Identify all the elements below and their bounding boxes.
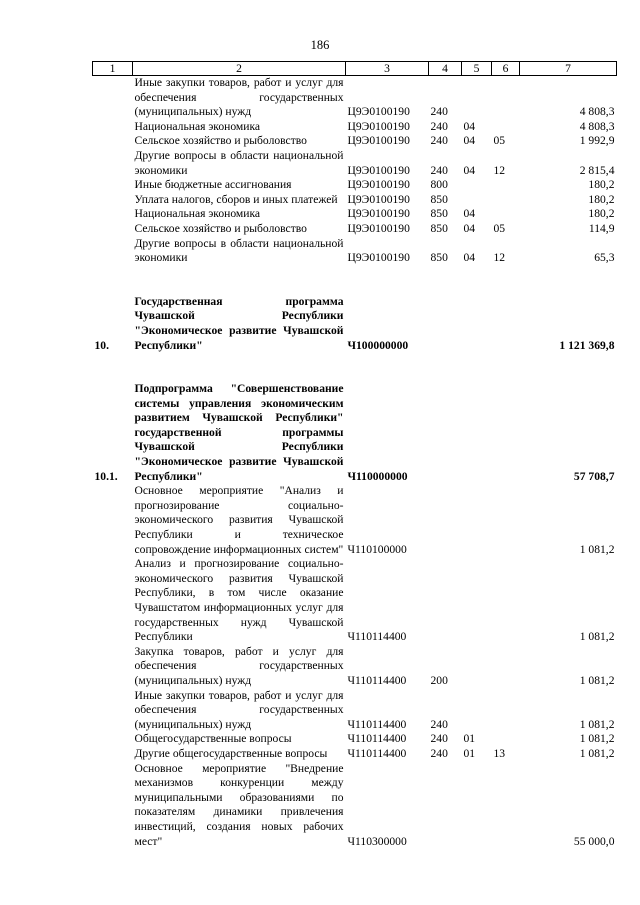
table-row <box>93 295 617 353</box>
row-name: Уплата налогов, сборов и иных платежей <box>134 192 338 206</box>
row-col-5: 01 <box>463 732 476 746</box>
row-col-5 <box>462 762 492 850</box>
row-code: Ч110114400 <box>347 717 407 731</box>
row-col-5: 04 <box>463 119 476 133</box>
row-col-6 <box>492 484 520 557</box>
row-name: Основное мероприятие "Внедрение механизмов конкуренции между муниципальными образованиями по показателям динамики привлечения инвестиций, создания новых рабочих мест" <box>134 761 344 848</box>
table-row <box>93 120 617 135</box>
row-code: Ч110114400 <box>347 746 407 760</box>
row-col-6: 13 <box>493 746 506 760</box>
row-col-5 <box>462 689 492 733</box>
row-col-4: 240 <box>430 105 448 119</box>
row-name: Национальная экономика <box>134 119 261 133</box>
row-col-4 <box>429 557 462 645</box>
table-row <box>93 382 617 484</box>
row-col-5: 04 <box>463 221 476 235</box>
row-amount: 180,2 <box>588 192 615 206</box>
row-name: Закупка товаров, работ и услуг для обеспечения государственных (муниципальных) нужд <box>134 644 344 687</box>
header-col-7: 7 <box>520 62 617 76</box>
row-name: Национальная экономика <box>134 207 261 221</box>
table-row <box>93 237 617 266</box>
table-row <box>93 193 617 208</box>
row-code: Ч110100000 <box>347 542 407 556</box>
table-row <box>93 484 617 557</box>
row-amount: 1 081,2 <box>579 673 615 687</box>
row-name: Иные бюджетные ассигнования <box>134 178 292 192</box>
row-col-6 <box>492 557 520 645</box>
row-name: Подпрограмма "Совершенствование системы управления экономическим развитием Чувашской Республики" государственной программы Чувашской Республики "Экономическое развитие Чувашской Республики" <box>134 382 344 483</box>
row-number <box>93 557 133 645</box>
row-number <box>93 120 133 135</box>
row-col-5 <box>462 178 492 193</box>
row-number <box>93 222 133 237</box>
table-row <box>93 207 617 222</box>
row-code: Ц9Э0100190 <box>347 119 410 133</box>
row-code: Ц9Э0100190 <box>347 251 410 265</box>
row-col-6: 12 <box>493 251 506 265</box>
row-amount: 1 081,2 <box>579 746 615 760</box>
row-amount: 1 121 369,8 <box>559 338 615 352</box>
row-amount: 1 081,2 <box>579 732 615 746</box>
row-col-6 <box>492 120 520 135</box>
row-col-6 <box>492 76 520 120</box>
row-col-6 <box>492 207 520 222</box>
row-col-4 <box>429 484 462 557</box>
row-name: Иные закупки товаров, работ и услуг для обеспечения государственных (муниципальных) нужд <box>134 76 344 119</box>
row-amount: 65,3 <box>594 251 615 265</box>
row-amount: 4 808,3 <box>579 119 615 133</box>
row-col-5: 04 <box>463 251 476 265</box>
row-col-5 <box>462 484 492 557</box>
row-amount: 180,2 <box>588 178 615 192</box>
table-row <box>93 178 617 193</box>
header-col-2: 2 <box>133 62 346 76</box>
table-row <box>93 732 617 747</box>
header-col-3: 3 <box>346 62 429 76</box>
row-col-6 <box>492 732 520 747</box>
row-number: 10.1. <box>94 469 118 483</box>
row-name: Государственная программа Чувашской Республики "Экономическое развитие Чувашской Республики" <box>134 294 344 352</box>
row-amount: 180,2 <box>588 207 615 221</box>
row-amount: 114,9 <box>588 221 615 235</box>
row-number <box>93 237 133 266</box>
table-row <box>93 134 617 149</box>
row-col-4: 240 <box>430 163 448 177</box>
row-number <box>93 484 133 557</box>
page-number: 186 <box>310 38 330 52</box>
row-amount: 1 081,2 <box>579 542 615 556</box>
table-row <box>93 762 617 850</box>
table-body <box>93 76 617 850</box>
row-col-4: 850 <box>430 207 448 221</box>
row-amount: 2 815,4 <box>579 163 615 177</box>
row-name: Анализ и прогнозирование социально-экономического развития Чувашской Республики, в том числе оказание Чувашстатом информационных услуг для государственных нужд Чувашской Республики <box>134 557 344 644</box>
row-col-6 <box>492 762 520 850</box>
row-code: Ч110300000 <box>347 834 407 848</box>
row-number <box>93 76 133 120</box>
row-code: Ч110000000 <box>347 469 408 483</box>
row-number <box>93 747 133 762</box>
row-col-4 <box>429 382 462 484</box>
row-number <box>93 689 133 733</box>
row-col-6 <box>492 193 520 208</box>
row-col-4 <box>429 295 462 353</box>
row-col-4 <box>429 762 462 850</box>
spacer-row <box>93 353 617 382</box>
row-col-5 <box>462 382 492 484</box>
spacer-row <box>93 266 617 295</box>
row-number <box>93 134 133 149</box>
table-row <box>93 149 617 178</box>
row-code: Ц9Э0100190 <box>347 192 410 206</box>
row-number <box>93 732 133 747</box>
table-row <box>93 645 617 689</box>
row-col-5 <box>462 193 492 208</box>
table-row <box>93 557 617 645</box>
row-col-5: 04 <box>463 134 476 148</box>
row-number <box>93 762 133 850</box>
row-name: Сельское хозяйство и рыболовство <box>134 134 307 148</box>
table-row <box>93 689 617 733</box>
row-name: Другие вопросы в области национальной экономики <box>134 236 344 265</box>
table-header <box>93 62 617 76</box>
row-col-5: 04 <box>463 207 476 221</box>
row-amount: 57 708,7 <box>573 469 615 483</box>
row-code: Ц9Э0100190 <box>347 163 410 177</box>
row-code: Ц9Э0100190 <box>347 178 410 192</box>
row-name: Другие общегосударственные вопросы <box>134 746 328 760</box>
row-number <box>93 193 133 208</box>
row-col-6 <box>492 645 520 689</box>
table-row <box>93 747 617 762</box>
header-col-4: 4 <box>429 62 462 76</box>
row-col-6 <box>492 295 520 353</box>
row-name: Общегосударственные вопросы <box>134 732 292 746</box>
row-col-6 <box>492 178 520 193</box>
row-col-6 <box>492 689 520 733</box>
row-col-4: 240 <box>430 134 448 148</box>
spacer-cell <box>93 353 617 382</box>
table-row <box>93 76 617 120</box>
spacer-cell <box>93 266 617 295</box>
row-code: Ч110114400 <box>347 630 407 644</box>
row-code: Ц9Э0100190 <box>347 207 410 221</box>
row-col-6: 05 <box>493 134 506 148</box>
row-amount: 55 000,0 <box>573 834 615 848</box>
row-amount: 4 808,3 <box>579 105 615 119</box>
row-col-4: 240 <box>430 119 448 133</box>
row-col-4: 240 <box>430 717 448 731</box>
row-col-5: 04 <box>463 163 476 177</box>
row-col-4: 800 <box>430 178 448 192</box>
row-code: Ц9Э0100190 <box>347 221 410 235</box>
row-col-4: 200 <box>430 673 448 687</box>
row-code: Ч110114400 <box>347 673 407 687</box>
header-col-1: 1 <box>93 62 133 76</box>
row-col-6 <box>492 382 520 484</box>
row-name: Иные закупки товаров, работ и услуг для обеспечения государственных (муниципальных) нужд <box>134 688 344 731</box>
row-col-4: 240 <box>430 732 448 746</box>
row-col-4: 240 <box>430 746 448 760</box>
row-col-5 <box>462 295 492 353</box>
row-code: Ч110114400 <box>347 732 407 746</box>
row-number <box>93 178 133 193</box>
row-number: 10. <box>94 338 109 352</box>
row-code: Ц9Э0100190 <box>347 105 410 119</box>
budget-table <box>92 61 617 849</box>
row-col-6: 05 <box>493 221 506 235</box>
row-col-5 <box>462 76 492 120</box>
row-code: Ц9Э0100190 <box>347 134 410 148</box>
row-name: Сельское хозяйство и рыболовство <box>134 221 307 235</box>
row-name: Другие вопросы в области национальной экономики <box>134 148 344 177</box>
row-col-4: 850 <box>430 221 448 235</box>
row-number <box>93 149 133 178</box>
row-amount: 1 992,9 <box>579 134 615 148</box>
row-name: Основное мероприятие "Анализ и прогнозирование социально-экономического развития Чувашской Республики и техническое сопровождение информационных систем" <box>134 484 344 556</box>
row-number <box>93 207 133 222</box>
row-col-5: 01 <box>463 746 476 760</box>
row-amount: 1 081,2 <box>579 630 615 644</box>
row-col-4: 850 <box>430 192 448 206</box>
row-amount: 1 081,2 <box>579 717 615 731</box>
row-col-4: 850 <box>430 251 448 265</box>
row-col-5 <box>462 557 492 645</box>
header-col-6: 6 <box>492 62 520 76</box>
table-row <box>93 222 617 237</box>
header-row <box>93 62 617 76</box>
header-col-5: 5 <box>462 62 492 76</box>
row-col-6: 12 <box>493 163 506 177</box>
row-col-5 <box>462 645 492 689</box>
row-number <box>93 645 133 689</box>
row-code: Ч100000000 <box>347 338 409 352</box>
